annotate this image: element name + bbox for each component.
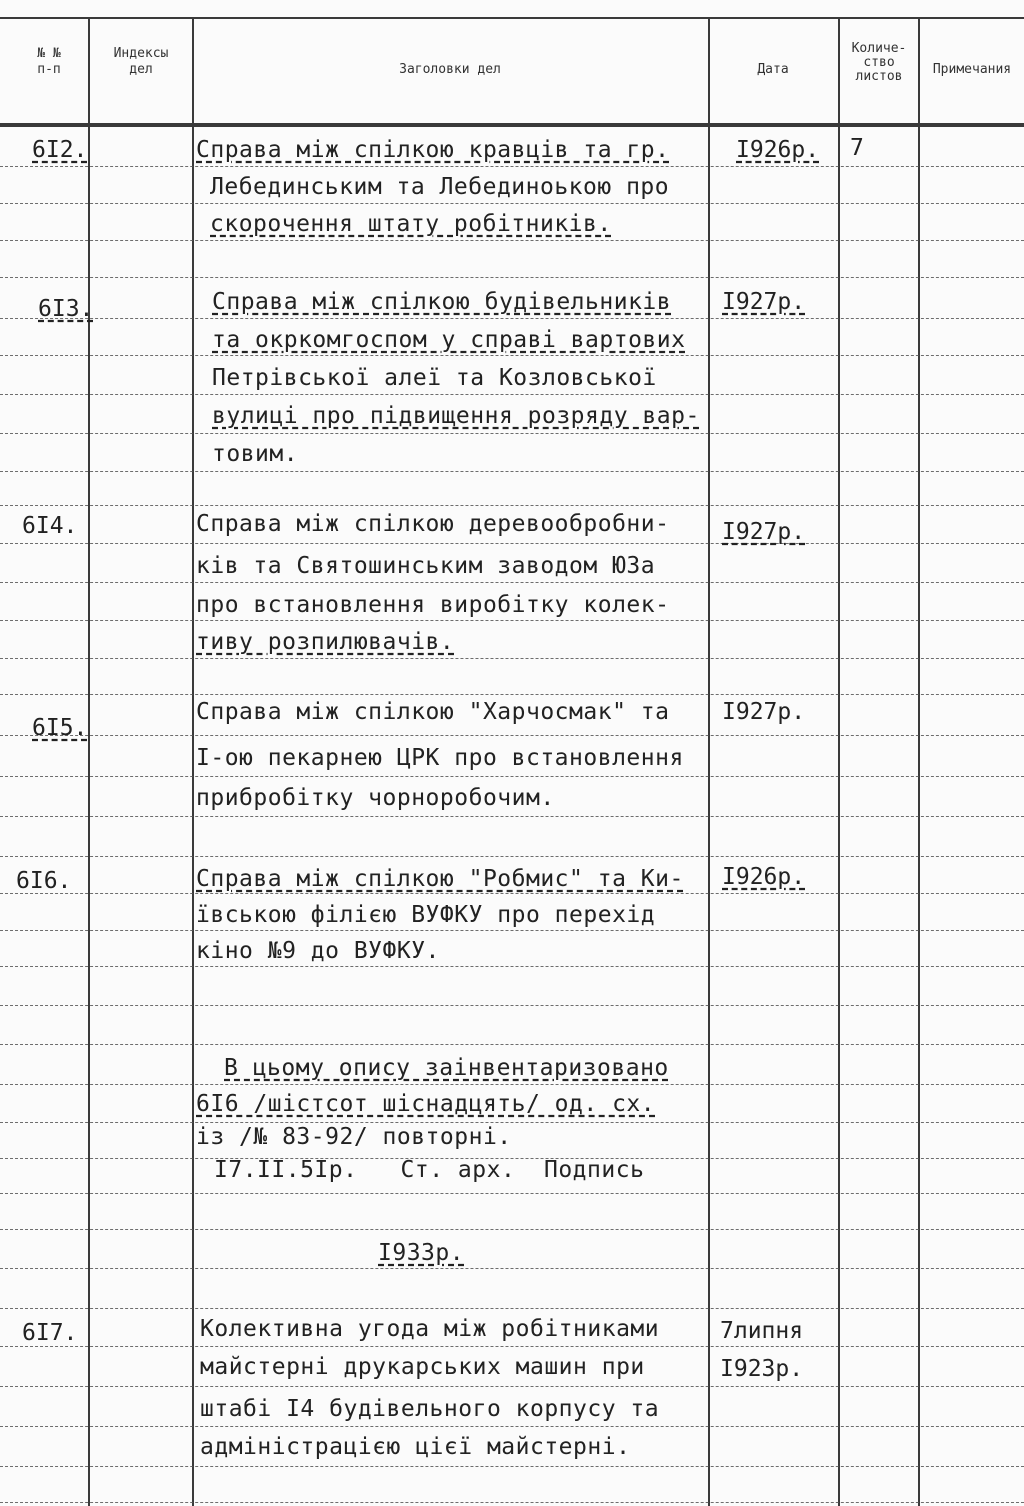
- entry-title-line: Петрівської алеї та Козловської: [212, 365, 657, 391]
- entry-date: I927р.: [722, 519, 806, 545]
- ledger-line: [0, 1084, 1024, 1086]
- ledger-line: [0, 240, 1024, 242]
- entry-number: 6I4.: [22, 513, 78, 539]
- ledger-line: [0, 658, 1024, 660]
- entry-title-line: вулиці про підвищення розряду вар-: [212, 403, 700, 429]
- entry-title-line: скорочення штату робітників.: [210, 211, 612, 237]
- entry-sheets: 7: [850, 135, 864, 161]
- header-sheets: Количе- ство листов: [851, 41, 907, 84]
- ledger-line: [0, 1346, 1024, 1348]
- summary-line: із /№ 83-92/ повторні.: [196, 1124, 512, 1150]
- entry-number: 6I5.: [32, 715, 88, 741]
- ledger-line: [0, 433, 1024, 435]
- ledger-line: [0, 1466, 1024, 1468]
- entry-title-line: I-ою пекарнею ЦРК про встановлення: [196, 745, 684, 771]
- ledger-line: [0, 1229, 1024, 1231]
- top-rule: [0, 17, 1024, 19]
- ledger-line: [0, 1502, 1024, 1504]
- entry-date: I926р.: [736, 137, 820, 163]
- ledger-line: [0, 620, 1024, 622]
- header-title: Заголовки дел: [399, 62, 501, 77]
- year-heading: I933р.: [378, 1240, 465, 1266]
- entry-title-line: ївською філією ВУФКУ про перехід: [196, 902, 656, 928]
- entry-title-line: Колективна угода між робітниками: [200, 1316, 660, 1342]
- ledger-line: [0, 1193, 1024, 1195]
- entry-title-line: адміністрацією цієї майстерні.: [200, 1434, 631, 1460]
- ledger-line: [0, 1308, 1024, 1310]
- entry-number: 6I2.: [32, 137, 88, 163]
- entry-title-line: кіно №9 до ВУФКУ.: [196, 938, 440, 964]
- header-number: № № п-п: [37, 46, 61, 77]
- entry-title-line: про встановлення виробітку колек-: [196, 592, 670, 618]
- entry-title-line: Справа між спілкою "Харчосмак" та: [196, 699, 670, 725]
- entry-date: I927р.: [722, 699, 806, 725]
- ledger-line: [0, 394, 1024, 396]
- ledger-line: [0, 1386, 1024, 1388]
- ledger-line: [0, 471, 1024, 473]
- summary-line: В цьому опису заінвентаризовано: [224, 1055, 669, 1081]
- ledger-line: [0, 930, 1024, 932]
- ledger-line: [0, 166, 1024, 168]
- ledger-line: [0, 1005, 1024, 1007]
- entry-title-line: товим.: [212, 441, 299, 467]
- entry-title-line: Лебединським та Лебединоькою про: [210, 174, 670, 200]
- header-date: Дата: [757, 62, 789, 77]
- ledger-line: [0, 1044, 1024, 1046]
- entry-title-line: та окркомгоспом у справі вартових: [212, 327, 686, 353]
- ledger-line: [0, 735, 1024, 737]
- entry-date: 7липня I923р.: [720, 1318, 804, 1382]
- ledger-line: [0, 543, 1024, 545]
- entry-title-line: Справа між спілкою "Робмис" та Ки-: [196, 866, 684, 892]
- entry-title-line: штабі I4 будівельного корпусу та: [200, 1396, 660, 1422]
- ledger-line: [0, 856, 1024, 858]
- ledger-line: [0, 776, 1024, 778]
- entry-title-line: ків та Святошинським заводом ЮЗа: [196, 553, 656, 579]
- header-index: Индексы дел: [113, 46, 169, 77]
- ledger-line: [0, 355, 1024, 357]
- header-bottom-rule: [0, 123, 1024, 127]
- ledger-line: [0, 318, 1024, 320]
- ledger-line: [0, 1268, 1024, 1270]
- ledger-line: [0, 1122, 1024, 1124]
- ledger-line: [0, 694, 1024, 696]
- ledger-line: [0, 966, 1024, 968]
- ledger-line: [0, 1426, 1024, 1428]
- ledger-line: [0, 582, 1024, 584]
- entry-title-line: тиву розпилювачів.: [196, 629, 455, 655]
- ledger-line: [0, 277, 1024, 279]
- entry-date: I926р.: [722, 864, 806, 890]
- entry-date: I927р.: [722, 289, 806, 315]
- header-notes: Примечания: [932, 62, 1012, 77]
- entry-title-line: Справа між спілкою кравців та гр.: [196, 137, 670, 163]
- entry-title-line: Справа між спілкою деревообробни-: [196, 511, 670, 537]
- summary-line: I7.II.5Iр. Ст. арх. Подпись: [214, 1157, 645, 1183]
- entry-number: 6I3.: [38, 296, 94, 322]
- ledger-line: [0, 816, 1024, 818]
- entry-title-line: майстерні друкарських машин при: [200, 1354, 645, 1380]
- entry-title-line: Справа між спілкою будівельників: [212, 289, 672, 315]
- entry-number: 6I6.: [16, 868, 72, 894]
- ledger-line: [0, 203, 1024, 205]
- entry-number: 6I7.: [22, 1320, 78, 1346]
- summary-line: 6I6 /шістсот шіснадцять/ од. сх.: [196, 1091, 656, 1117]
- entry-title-line: прибробітку чорноробочим.: [196, 785, 555, 811]
- ledger-line: [0, 505, 1024, 507]
